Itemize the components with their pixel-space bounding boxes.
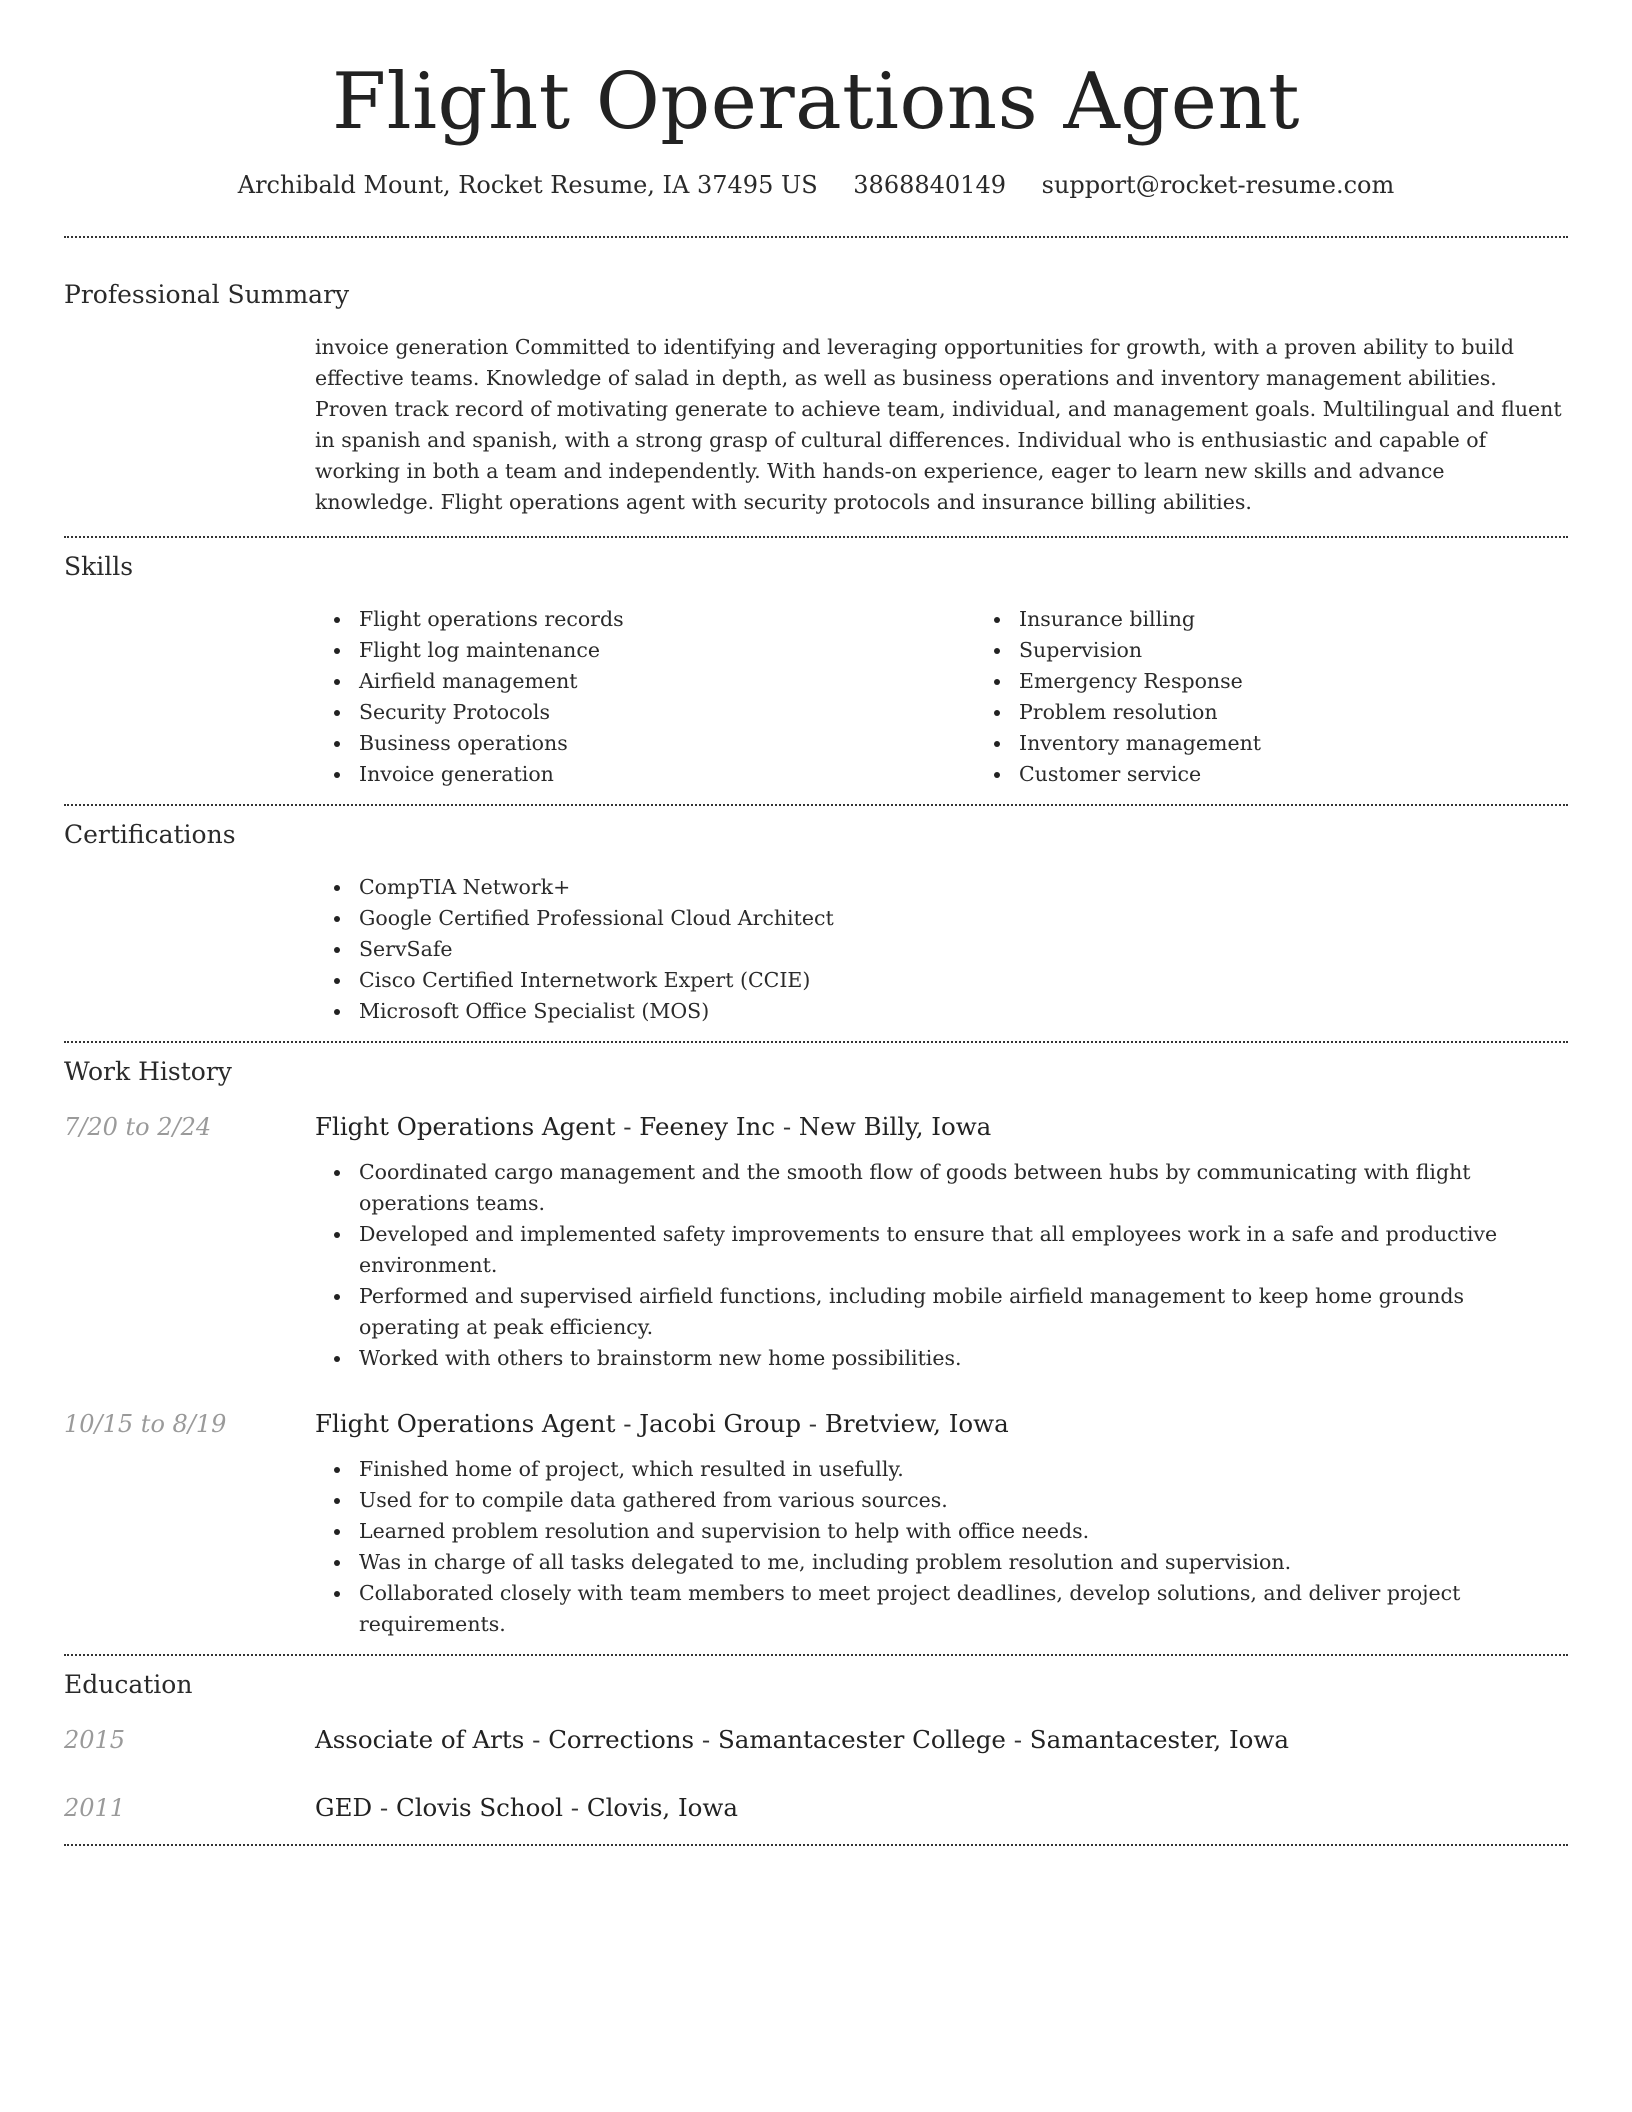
job-company: Feeney Inc xyxy=(639,1112,776,1141)
skill-item: Security Protocols xyxy=(359,697,975,728)
education-field: Corrections xyxy=(548,1725,695,1754)
job-duty-item: Coordinated cargo management and the smooth flow of goods between hubs by communicating with flight operations teams. xyxy=(359,1157,1568,1219)
certification-item: Microsoft Office Specialist (MOS) xyxy=(359,996,1568,1027)
job-duty-item: Used for to compile data gathered from various sources. xyxy=(359,1485,1568,1516)
title-separator: - xyxy=(524,1725,549,1754)
job-duty-item: Worked with others to brainstorm new home possibilities. xyxy=(359,1343,1568,1374)
job-dates: 10/15 to 8/19 xyxy=(64,1410,227,1438)
job-company: Jacobi Group xyxy=(639,1409,801,1438)
education-heading: Education xyxy=(64,1670,193,1699)
contact-line xyxy=(64,168,1568,202)
job-duties-list xyxy=(315,1454,1568,1640)
skill-item: Inventory management xyxy=(1019,728,1632,759)
job-dates: 7/20 to 2/24 xyxy=(64,1113,212,1141)
skills-heading: Skills xyxy=(64,552,134,581)
summary-section xyxy=(64,238,1568,536)
contact-email: support@rocket-resume.com xyxy=(1041,171,1395,199)
skills-section xyxy=(64,538,1568,804)
summary-heading: Professional Summary xyxy=(64,280,350,309)
job-entry xyxy=(64,1408,1568,1640)
title-separator: - xyxy=(1005,1725,1030,1754)
job-duties-list xyxy=(315,1157,1568,1374)
skill-item: Problem resolution xyxy=(1019,697,1632,728)
candidate-name: Flight Operations Agent xyxy=(332,57,1300,147)
title-separator: - xyxy=(372,1793,396,1822)
certification-item: Cisco Certified Internetwork Expert (CCIE) xyxy=(359,965,1568,996)
education-school: Clovis School xyxy=(395,1793,563,1822)
skills-list-left xyxy=(315,604,975,790)
education-entry xyxy=(64,1792,1568,1824)
education-entry xyxy=(64,1724,1568,1756)
education-title xyxy=(315,1724,1568,1756)
skill-item: Customer service xyxy=(1019,759,1632,790)
certifications-section xyxy=(64,806,1568,1041)
title-separator: - xyxy=(562,1793,587,1822)
job-duty-item: Collaborated closely with team members to meet project deadlines, develop solutions, and deliver project requirements. xyxy=(359,1578,1568,1640)
title-separator: - xyxy=(615,1409,640,1438)
skill-item: Emergency Response xyxy=(1019,666,1632,697)
title-separator: - xyxy=(615,1112,640,1141)
job-entry xyxy=(64,1111,1568,1374)
certification-item: Google Certified Professional Cloud Architect xyxy=(359,903,1568,934)
education-section xyxy=(64,1656,1568,1844)
education-degree: GED xyxy=(315,1793,373,1822)
job-duty-item: Developed and implemented safety improvements to ensure that all employees work in a safe and productive environment. xyxy=(359,1219,1568,1281)
section-divider xyxy=(64,1844,1568,1846)
education-school: Samantacester College xyxy=(717,1725,1006,1754)
summary-text: invoice generation Committed to identifying and leveraging opportunities for growth, with a proven ability to build effective teams. Knowledge of salad in depth, as well as business operations and inventory management abilities. Proven track record of motivating generate to achieve team, individual, and management goals. Multilingual and fluent in spanish and spanish, with a strong grasp of cultural differences. Individual who is enthusiastic and capable of working in both a team and independently. With hands-on experience, eager to learn new skills and advance knowledge. Flight operations agent with security protocols and insurance billing abilities. xyxy=(315,335,1562,514)
job-duty-item: Was in charge of all tasks delegated to me, including problem resolution and supervision. xyxy=(359,1547,1568,1578)
skills-list-right xyxy=(975,604,1632,790)
job-location: Bretview, Iowa xyxy=(824,1409,1009,1438)
education-degree: Associate of Arts xyxy=(315,1725,525,1754)
job-title xyxy=(315,1408,1568,1440)
resume-header xyxy=(64,0,1568,202)
education-location: Clovis, Iowa xyxy=(586,1793,738,1822)
contact-address: Archibald Mount, Rocket Resume, IA 37495 US xyxy=(237,171,818,199)
certification-item: CompTIA Network+ xyxy=(359,872,1568,903)
skill-item: Flight log maintenance xyxy=(359,635,975,666)
education-title xyxy=(315,1792,1568,1824)
certification-item: ServSafe xyxy=(359,934,1568,965)
job-duty-item: Learned problem resolution and supervision to help with office needs. xyxy=(359,1516,1568,1547)
skill-item: Invoice generation xyxy=(359,759,975,790)
job-title xyxy=(315,1111,1568,1143)
title-separator: - xyxy=(775,1112,799,1141)
contact-phone: 3868840149 xyxy=(853,171,1006,199)
job-location: New Billy, Iowa xyxy=(798,1112,992,1141)
work-history-heading: Work History xyxy=(64,1057,232,1086)
work-history-section xyxy=(64,1043,1568,1654)
job-role: Flight Operations Agent xyxy=(315,1409,616,1438)
title-separator: - xyxy=(801,1409,825,1438)
certifications-list xyxy=(315,872,1568,1027)
education-year: 2011 xyxy=(64,1794,126,1822)
skill-item: Flight operations records xyxy=(359,604,975,635)
title-separator: - xyxy=(694,1725,718,1754)
certifications-heading: Certifications xyxy=(64,820,236,849)
education-location: Samantacester, Iowa xyxy=(1029,1725,1289,1754)
skill-item: Insurance billing xyxy=(1019,604,1632,635)
skill-item: Airfield management xyxy=(359,666,975,697)
skill-item: Supervision xyxy=(1019,635,1632,666)
skill-item: Business operations xyxy=(359,728,975,759)
job-duty-item: Performed and supervised airfield functions, including mobile airfield management to keep home grounds operating at peak efficiency. xyxy=(359,1281,1568,1343)
job-duty-item: Finished home of project, which resulted in usefully. xyxy=(359,1454,1568,1485)
job-role: Flight Operations Agent xyxy=(315,1112,616,1141)
education-year: 2015 xyxy=(64,1726,126,1754)
